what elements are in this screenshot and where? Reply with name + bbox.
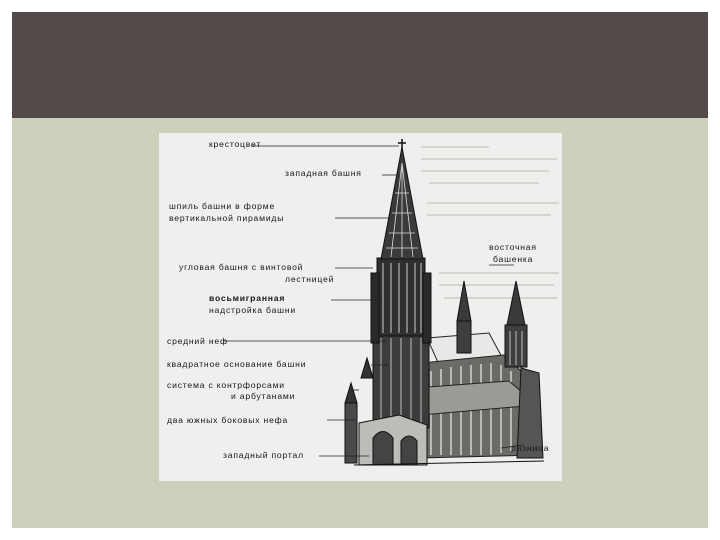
label-spire-line2: вертикальной пирамиды bbox=[169, 213, 285, 223]
label-south-aisles: два южных боковых нефа bbox=[167, 415, 289, 425]
label-west-portal: западный портал bbox=[223, 450, 304, 460]
label-corner-tower-line1: угловая башня с винтовой bbox=[179, 262, 304, 272]
bleed-through-text bbox=[421, 147, 559, 298]
label-east-tower-line2: башенка bbox=[493, 254, 534, 264]
label-western-tower: западная башня bbox=[285, 168, 362, 178]
label-buttress-line1: система с контрфорсами bbox=[167, 380, 285, 390]
label-spire-line1: шпиль башни в форме bbox=[169, 201, 276, 211]
label-krestocvet: крестоцвет bbox=[209, 139, 262, 149]
cathedral-illustration bbox=[159, 133, 562, 481]
label-octagon-line2: надстройка башни bbox=[209, 305, 296, 315]
label-sacristy: ризница bbox=[511, 443, 550, 453]
label-buttress-line2: и арбутанами bbox=[231, 391, 296, 401]
cathedral-body bbox=[345, 139, 544, 465]
label-square-base: квадратное основание башни bbox=[167, 359, 307, 369]
slide-title-band bbox=[12, 12, 708, 118]
label-corner-tower-line2: лестницей bbox=[285, 274, 335, 284]
label-east-tower-line1: восточная bbox=[489, 242, 537, 252]
label-octagon-line1: восьмигранная bbox=[209, 293, 286, 303]
label-middle-nave: средний неф bbox=[167, 336, 228, 346]
